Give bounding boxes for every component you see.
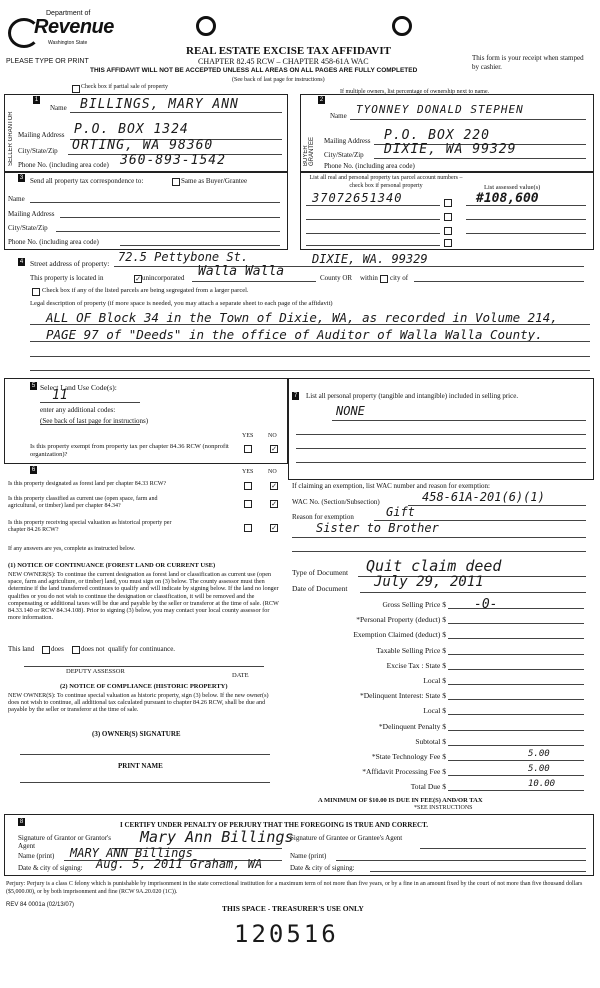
- does-checkbox[interactable]: [42, 646, 50, 654]
- deputy-assessor-label: DEPUTY ASSESSOR: [66, 668, 125, 675]
- historic-question: Is this property receiving special valuation as historical property per chapter 84.26 RCW?: [8, 520, 172, 533]
- multiple-owners-note: If multiple owners, list percentage of ownership next to name.: [340, 89, 490, 95]
- tax-line-label: Exemption Claimed (deduct) $: [353, 630, 446, 640]
- does-not-checkbox[interactable]: [72, 646, 80, 654]
- corr-mailing-label: Mailing Address: [8, 210, 55, 218]
- current-use-no-checkbox[interactable]: ✓: [271, 500, 277, 508]
- punch-hole-icon: [392, 16, 412, 36]
- grantee-date-line: [370, 871, 586, 872]
- tax-line-value[interactable]: 5.00: [528, 764, 550, 775]
- buyer-name-label: Name: [330, 112, 347, 120]
- pp-line-4: [296, 462, 586, 463]
- parcel-line-4: [306, 245, 440, 246]
- tax-line-label: Local $: [423, 676, 446, 685]
- partial-sale-label: Check box if partial sale of property: [81, 84, 168, 90]
- parcel-number-value[interactable]: 37072651340: [312, 191, 403, 205]
- tax-line-label: Gross Selling Price $: [382, 600, 446, 609]
- tax-line-field: [448, 684, 584, 685]
- buyer-phone-label: Phone No. (including area code): [324, 162, 415, 170]
- county-line: [192, 281, 316, 282]
- tax-line-label: Subtotal $: [415, 736, 446, 746]
- wac-value[interactable]: 458-61A-201(6)(1): [422, 490, 545, 504]
- buyer-city-value[interactable]: DIXIE, WA 99329: [384, 142, 517, 157]
- land-use-label: Select Land Use Code(s):: [40, 383, 117, 392]
- current-use-yes-checkbox[interactable]: [244, 500, 252, 508]
- tax-line-label: Excise Tax : State $: [386, 660, 446, 670]
- minimum-fee-note: A MINIMUM OF $10.00 IS DUE IN FEE(S) AND/OR TAX: [318, 797, 483, 804]
- corr-city-line: [56, 231, 280, 232]
- section-number-3: 3: [19, 175, 24, 181]
- tax-line-label: *Personal Property (deduct) $: [356, 615, 446, 625]
- current-use-question: Is this property classified as current use (open space, farm and agricultural, or timber) land per chapter 84.34?: [8, 496, 158, 509]
- personal-property-checkbox-3[interactable]: [444, 227, 452, 235]
- buyer-side-label: BUYER GRANTEE: [303, 136, 315, 166]
- segregated-checkbox[interactable]: [32, 288, 40, 296]
- seller-city-value[interactable]: ORTING, WA 98360: [72, 138, 214, 153]
- tax-line-field: [448, 790, 584, 791]
- legal-description-line-1[interactable]: ALL OF Block 34 in the Town of Dixie, WA, as recorded in Volume 214,: [46, 310, 558, 325]
- tax-line-field: [448, 654, 584, 655]
- legal-description-line-2[interactable]: PAGE 97 of "Deeds" in the office of Auditor of Walla Walla County.: [46, 327, 543, 342]
- grantee-signature-label: Signature of Grantee or Grantee's Agent: [290, 834, 403, 842]
- corr-phone-label: Phone No. (including area code): [8, 238, 99, 246]
- unincorporated-label: unincorporated: [142, 274, 185, 282]
- buyer-city-label: City/State/Zip: [324, 151, 364, 159]
- city-of-line: [414, 281, 584, 282]
- see-instructions-note: *SEE INSTRUCTIONS: [414, 805, 473, 811]
- legal-line-1: [30, 324, 590, 325]
- personal-property-checkbox-4[interactable]: [444, 239, 452, 247]
- document-date-label: Date of Document: [292, 584, 348, 593]
- within-city-checkbox[interactable]: [380, 275, 388, 283]
- logo-top-text: Department of: [46, 10, 91, 17]
- section-number-4: 4: [19, 259, 24, 265]
- grantee-name-line: [336, 860, 586, 861]
- tax-line-value[interactable]: 10.00: [528, 779, 556, 790]
- personal-property-label: List all personal property (tangible and intangible) included in selling price.: [306, 392, 519, 400]
- grantor-signature-label: Signature of Grantor or Grantor's Agent: [18, 834, 112, 850]
- corr-city-label: City/State/Zip: [8, 224, 48, 232]
- tax-line-label: Local $: [423, 706, 446, 716]
- perjury-statement: Perjury: Perjury is a class C felony which is punishable by imprisonment in the state correctional institution for a maximum term of not more than five years, or by a fine in an amount fixed by the court of not more than five thousand dollars ($5,000.00), or by both imprisonment and fine (RCW 9A.20.020 (1C)).: [6, 881, 583, 895]
- tax-line-label: *Delinquent Penalty $: [378, 721, 446, 731]
- dor-logo: [8, 10, 118, 54]
- legal-line-4: [30, 370, 590, 371]
- wac-line: [408, 505, 586, 506]
- parcel-line-2: [306, 219, 440, 220]
- parcel-line-3: [306, 233, 440, 234]
- corr-name-line: [30, 202, 280, 203]
- tax-line-field: [448, 730, 584, 731]
- segregated-label: Check box if any of the listed parcels are being segregated from a larger parcel.: [42, 287, 249, 294]
- forest-yes-checkbox[interactable]: [244, 482, 252, 490]
- land-use-code-line: [40, 402, 140, 403]
- section-number-5: 5: [31, 383, 36, 389]
- form-chapter: CHAPTER 82.45 RCW – CHAPTER 458-61A WAC: [198, 57, 369, 66]
- additional-codes-label: enter any additional codes:: [40, 406, 116, 414]
- tax-line-label: *Affidavit Processing Fee $: [362, 767, 446, 777]
- seller-side-label: SELLER GRANTOR: [8, 111, 14, 166]
- reason-label: Reason for exemption: [292, 513, 354, 521]
- pp-line-3: [296, 448, 586, 449]
- treasurer-stamp-number: 120516: [234, 920, 339, 948]
- assessed-line-2: [466, 219, 586, 220]
- section-number-7: 7: [293, 393, 298, 399]
- punch-hole-icon: [196, 16, 216, 36]
- send-correspondence-label: Send all property tax correspondence to:: [30, 177, 144, 185]
- personal-property-checkbox-1[interactable]: [444, 199, 452, 207]
- section-number-2: 2: [319, 97, 324, 103]
- parcel-line-1: [306, 205, 440, 206]
- parcel-header: List all real and personal property tax parcel account numbers – check box if personal property: [309, 175, 463, 189]
- exempt-yes-checkbox[interactable]: [244, 445, 252, 453]
- tax-line-label: *State Technology Fee $: [371, 752, 446, 761]
- legal-description-label: Legal description of property (if more space is needed, you may attach a separate sheet to each page of the affidavit): [30, 300, 333, 307]
- notice-compliance-text: NEW OWNER(S): To continue special valuation as historic property, sign (3) below. If the new owner(s) does not wish to continue, all additional tax calculated pursuant to chapter 84.26 RCW, shall be due and payable by the seller or transferor at the time of sale.: [8, 692, 269, 714]
- print-name-line: [20, 782, 270, 783]
- seller-name-value[interactable]: BILLINGS, MARY ANN: [80, 97, 239, 112]
- receipt-note: This form is your receipt when stamped by cashier.: [472, 54, 584, 71]
- grantor-date-value[interactable]: Aug. 5, 2011 Graham, WA: [96, 857, 263, 871]
- document-date-value[interactable]: July 29, 2011: [374, 574, 484, 590]
- treasurer-use-label: THIS SPACE - TREASURER'S USE ONLY: [222, 904, 364, 913]
- county-or-label: County OR: [320, 274, 353, 282]
- grantee-signature-line: [420, 848, 586, 849]
- please-type-text: PLEASE TYPE OR PRINT: [6, 58, 89, 65]
- section-number-1: 1: [34, 97, 39, 103]
- seller-name-line: [70, 112, 282, 113]
- owner-signature-line: [20, 754, 270, 755]
- personal-property-value[interactable]: NONE: [336, 404, 365, 418]
- grantee-date-label: Date & city of signing:: [290, 864, 355, 872]
- notice-compliance-title: (2) NOTICE OF COMPLIANCE (HISTORIC PROPERTY): [60, 683, 228, 690]
- notice-continuance-text: NEW OWNER(S): To continue the current designation as forest land or classification as current use (open space, farm and agriculture, or timber) land, you must sign on (3) below. The county assessor must then determine if the land transferred continues to qualify and will indicate by signing below. If the land no longer qualifies or you do not wish to continue the designation or classification, it will be removed and the compensating or additional taxes will be due and payable by the seller or transferor at the time of sale. (RCW 84.33.140 or RCW 84.34.108). Prior to signing (3) below, you may contact your local county assessor for more information.: [8, 571, 279, 622]
- buyer-mailing-label: Mailing Address: [324, 137, 371, 145]
- seller-city-label: City/State/Zip: [18, 147, 58, 155]
- reason-line-3: [292, 551, 586, 552]
- grantor-name-label: Name (print): [18, 852, 55, 860]
- buyer-name-line: [350, 119, 586, 120]
- certify-statement: I CERTIFY UNDER PENALTY OF PERJURY THAT THE FOREGOING IS TRUE AND CORRECT.: [120, 821, 429, 829]
- section-number-8: 8: [19, 819, 24, 825]
- tax-line-field: [448, 745, 584, 746]
- historic-yes-checkbox[interactable]: [244, 524, 252, 532]
- logo-main-text: Revenue: [34, 16, 114, 38]
- assessed-value[interactable]: #108,600: [476, 191, 539, 206]
- no-header-6: NO: [268, 469, 277, 475]
- yes-header-6: YES: [242, 469, 254, 475]
- pp-line-1: [332, 420, 586, 421]
- forest-question: Is this property designated as forest land per chapter 84.33 RCW?: [8, 481, 167, 487]
- unincorporated-checkbox[interactable]: ✓: [135, 275, 141, 283]
- this-land-label: This land: [8, 645, 35, 653]
- assessed-line-1: [466, 205, 586, 206]
- legal-line-3: [30, 356, 590, 357]
- corr-name-label: Name: [8, 195, 25, 203]
- street-address-value[interactable]: 72.5 Pettybone St.: [118, 250, 249, 264]
- if-yes-note: If any answers are yes, complete as instructed below.: [8, 546, 136, 552]
- buyer-city-line: [374, 158, 586, 159]
- tax-line-field: [448, 623, 584, 624]
- city-of-label: city of: [390, 274, 409, 282]
- document-type-value[interactable]: Quit claim deed: [366, 557, 502, 575]
- exempt-question: Is this property exempt from property tax per chapter 84.36 RCW (nonprofit organization)?: [30, 443, 229, 458]
- assessed-line-3: [466, 233, 586, 234]
- seller-phone-value[interactable]: 360-893-1542: [120, 153, 226, 168]
- document-type-label: Type of Document: [292, 568, 349, 577]
- form-warning: THIS AFFIDAVIT WILL NOT BE ACCEPTED UNLESS ALL AREAS ON ALL PAGES ARE FULLY COMPLETED: [90, 67, 418, 74]
- notice-continuance-title: (1) NOTICE OF CONTINUANCE (FOREST LAND OR CURRENT USE): [8, 562, 216, 569]
- yes-header: YES: [242, 433, 254, 439]
- wac-label: WAC No. (Section/Subsection): [292, 498, 380, 506]
- same-as-buyer-label: Same as Buyer/Grantee: [181, 177, 248, 185]
- seller-mailing-value[interactable]: P.O. BOX 1324: [74, 122, 189, 137]
- tax-line-field: [448, 638, 584, 639]
- pp-line-2: [296, 434, 586, 435]
- print-name-label: PRINT NAME: [118, 762, 163, 770]
- seller-phone-label: Phone No. (including area code): [18, 161, 109, 169]
- street-address-label: Street address of property:: [30, 259, 110, 268]
- tax-line-label: Total Due $: [410, 782, 446, 792]
- land-use-see-back: (See back of last page for instructions): [40, 417, 149, 425]
- corr-phone-line: [120, 245, 280, 246]
- county-value[interactable]: Walla Walla: [198, 264, 285, 279]
- deputy-line: [24, 666, 264, 667]
- legal-line-2: [30, 341, 590, 342]
- logo-sub-text: Washington State: [48, 40, 88, 46]
- does-not-label: does not: [81, 645, 105, 653]
- land-use-code-value[interactable]: 11: [52, 388, 68, 403]
- grantor-date-label: Date & city of signing:: [18, 864, 83, 872]
- tax-line-field: [448, 760, 584, 761]
- reason-value-2[interactable]: Sister to Brother: [316, 521, 439, 535]
- within-label: within: [360, 274, 378, 282]
- reason-line-2: [292, 537, 586, 538]
- form-revision: REV 84 0001a (02/13/07): [6, 902, 75, 908]
- exemption-claim-label: If claiming an exemption, list WAC number and reason for exemption:: [292, 482, 490, 490]
- tax-line-field: [448, 699, 584, 700]
- tax-line-field: [448, 608, 584, 609]
- tax-line-field: [448, 775, 584, 776]
- street-address-line: [114, 266, 584, 267]
- partial-sale-checkbox[interactable]: [72, 85, 80, 93]
- section-number-6: 6: [31, 467, 36, 473]
- seller-name-label: Name: [50, 104, 67, 112]
- tax-line-value[interactable]: 5.00: [528, 749, 550, 759]
- see-back-text: (See back of last page for instructions): [232, 77, 325, 83]
- corr-mailing-line: [60, 217, 280, 218]
- does-label: does: [51, 645, 64, 653]
- historic-no-checkbox[interactable]: ✓: [271, 524, 277, 532]
- no-header: NO: [268, 433, 277, 439]
- qualify-label: qualify for continuance.: [108, 645, 176, 653]
- reason-value-1[interactable]: Gift: [386, 505, 415, 519]
- property-city-value[interactable]: DIXIE, WA. 99329: [312, 252, 428, 266]
- grantee-name-label: Name (print): [290, 852, 327, 860]
- tax-line-field: [448, 714, 584, 715]
- personal-property-checkbox-2[interactable]: [444, 213, 452, 221]
- assessed-value-header: List assessed value(s): [484, 184, 541, 191]
- located-in-label: This property is located in: [30, 274, 104, 282]
- buyer-name-value[interactable]: TYONNEY DONALD STEPHEN: [356, 103, 524, 116]
- owner-signature-label: (3) OWNER(S) SIGNATURE: [92, 730, 181, 738]
- seller-mailing-label: Mailing Address: [18, 131, 65, 139]
- tax-line-field: [448, 669, 584, 670]
- grantor-signature-value[interactable]: Mary Ann Billings: [140, 828, 294, 846]
- form-title: REAL ESTATE EXCISE TAX AFFIDAVIT: [186, 45, 391, 57]
- tax-line-value[interactable]: -0-: [474, 597, 498, 612]
- tax-line-label: *Delinquent Interest: State $: [359, 691, 446, 701]
- deputy-date-label: DATE: [232, 672, 249, 679]
- tax-line-label: Taxable Selling Price $: [376, 645, 446, 655]
- document-date-line: [360, 592, 586, 593]
- forest-no-checkbox[interactable]: ✓: [271, 482, 277, 490]
- buyer-mailing-value[interactable]: P.O. BOX 220: [384, 128, 490, 143]
- same-as-buyer-checkbox[interactable]: [172, 178, 180, 186]
- exempt-no-checkbox[interactable]: ✓: [271, 445, 277, 453]
- grantor-name-value[interactable]: MARY ANN Billings: [70, 846, 193, 860]
